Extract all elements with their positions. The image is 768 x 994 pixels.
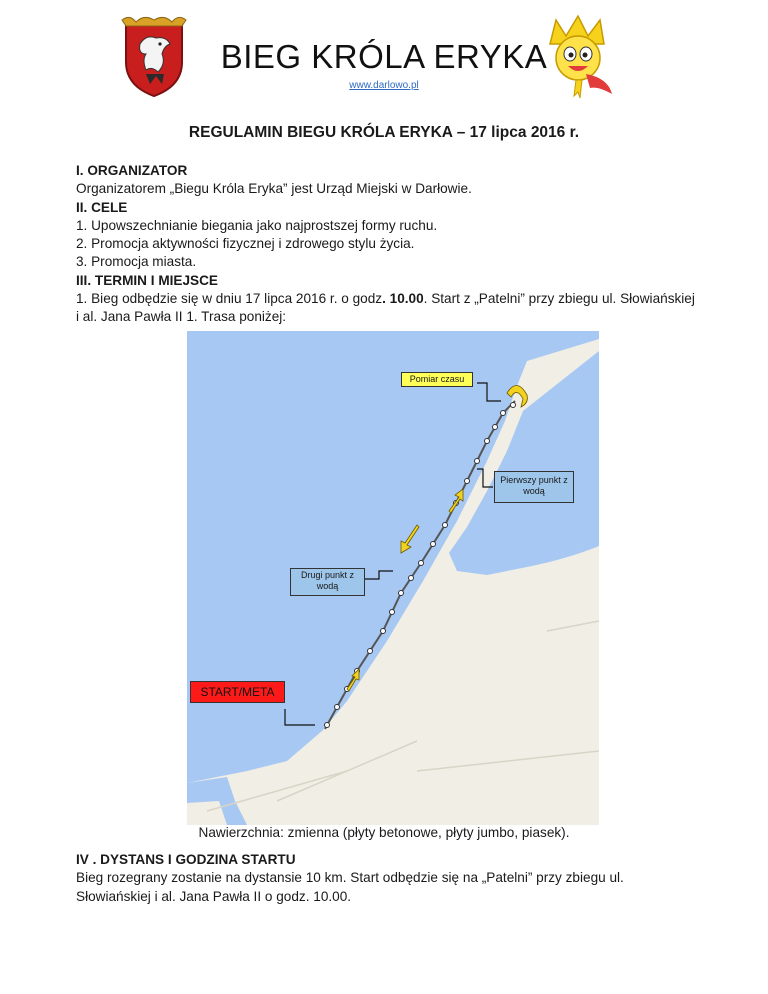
website-link[interactable]: www.darlowo.pl	[349, 80, 419, 91]
route-map	[187, 331, 599, 825]
section-1-heading: I. ORGANIZATOR	[76, 163, 188, 178]
section-2-item: 2. Promocja aktywności fizycznej i zdrowego stylu życia.	[76, 236, 415, 252]
banner-title: BIEG KRÓLA ERYKA	[220, 38, 548, 75]
harbour-canal	[187, 777, 247, 825]
section-3-text	[76, 290, 696, 327]
section-1-text: Organizatorem „Biegu Króla Eryka” jest Urząd Miejski w Darłowie.	[76, 181, 472, 197]
regulations-body	[76, 162, 696, 327]
route-map-graphic	[187, 331, 599, 825]
start-time-bold: . 10.00	[382, 291, 424, 307]
label-first-water-point: Pierwszy punkt z wodą	[494, 471, 574, 503]
section-4-heading: IV . DYSTANS I GODZINA STARTU	[76, 852, 296, 867]
section-3-text-a: 1. Bieg odbędzie się w dniu 17 lipca 2016 r. o godz	[76, 291, 383, 307]
label-time-measurement: Pomiar czasu	[401, 372, 473, 387]
section-2-item: 3. Promocja miasta.	[76, 254, 197, 270]
section-3-text-c: . Start z „Patelni” przy zbiegu ul. Słowiańskiej i al. Jana Pawła II 1. Trasa poniżej:	[76, 291, 695, 325]
section-2-item: 1. Upowszechnianie biegania jako najprostszej formy ruchu.	[76, 217, 438, 233]
section-3-heading: III. TERMIN I MIEJSCE	[76, 272, 218, 288]
section-2-heading: II. CELE	[76, 199, 128, 215]
label-start-finish: START/META	[190, 681, 285, 703]
document-title: REGULAMIN BIEGU KRÓLA ERYKA – 17 lipca 2016 r.	[188, 124, 580, 141]
section-4	[76, 851, 696, 906]
section-4-text: Bieg rozegrany zostanie na dystansie 10 km. Start odbędzie się na „Patelni” przy zbiegu ul. Słowiańskiej i al. Jana Pawła II o godz. 10.00.	[76, 870, 624, 904]
label-second-water-point: Drugi punkt z wodą	[290, 568, 365, 596]
king-mascot-icon	[538, 14, 620, 100]
map-caption: Nawierzchnia: zmienna (płyty betonowe, płyty jumbo, piasek).	[198, 825, 570, 840]
